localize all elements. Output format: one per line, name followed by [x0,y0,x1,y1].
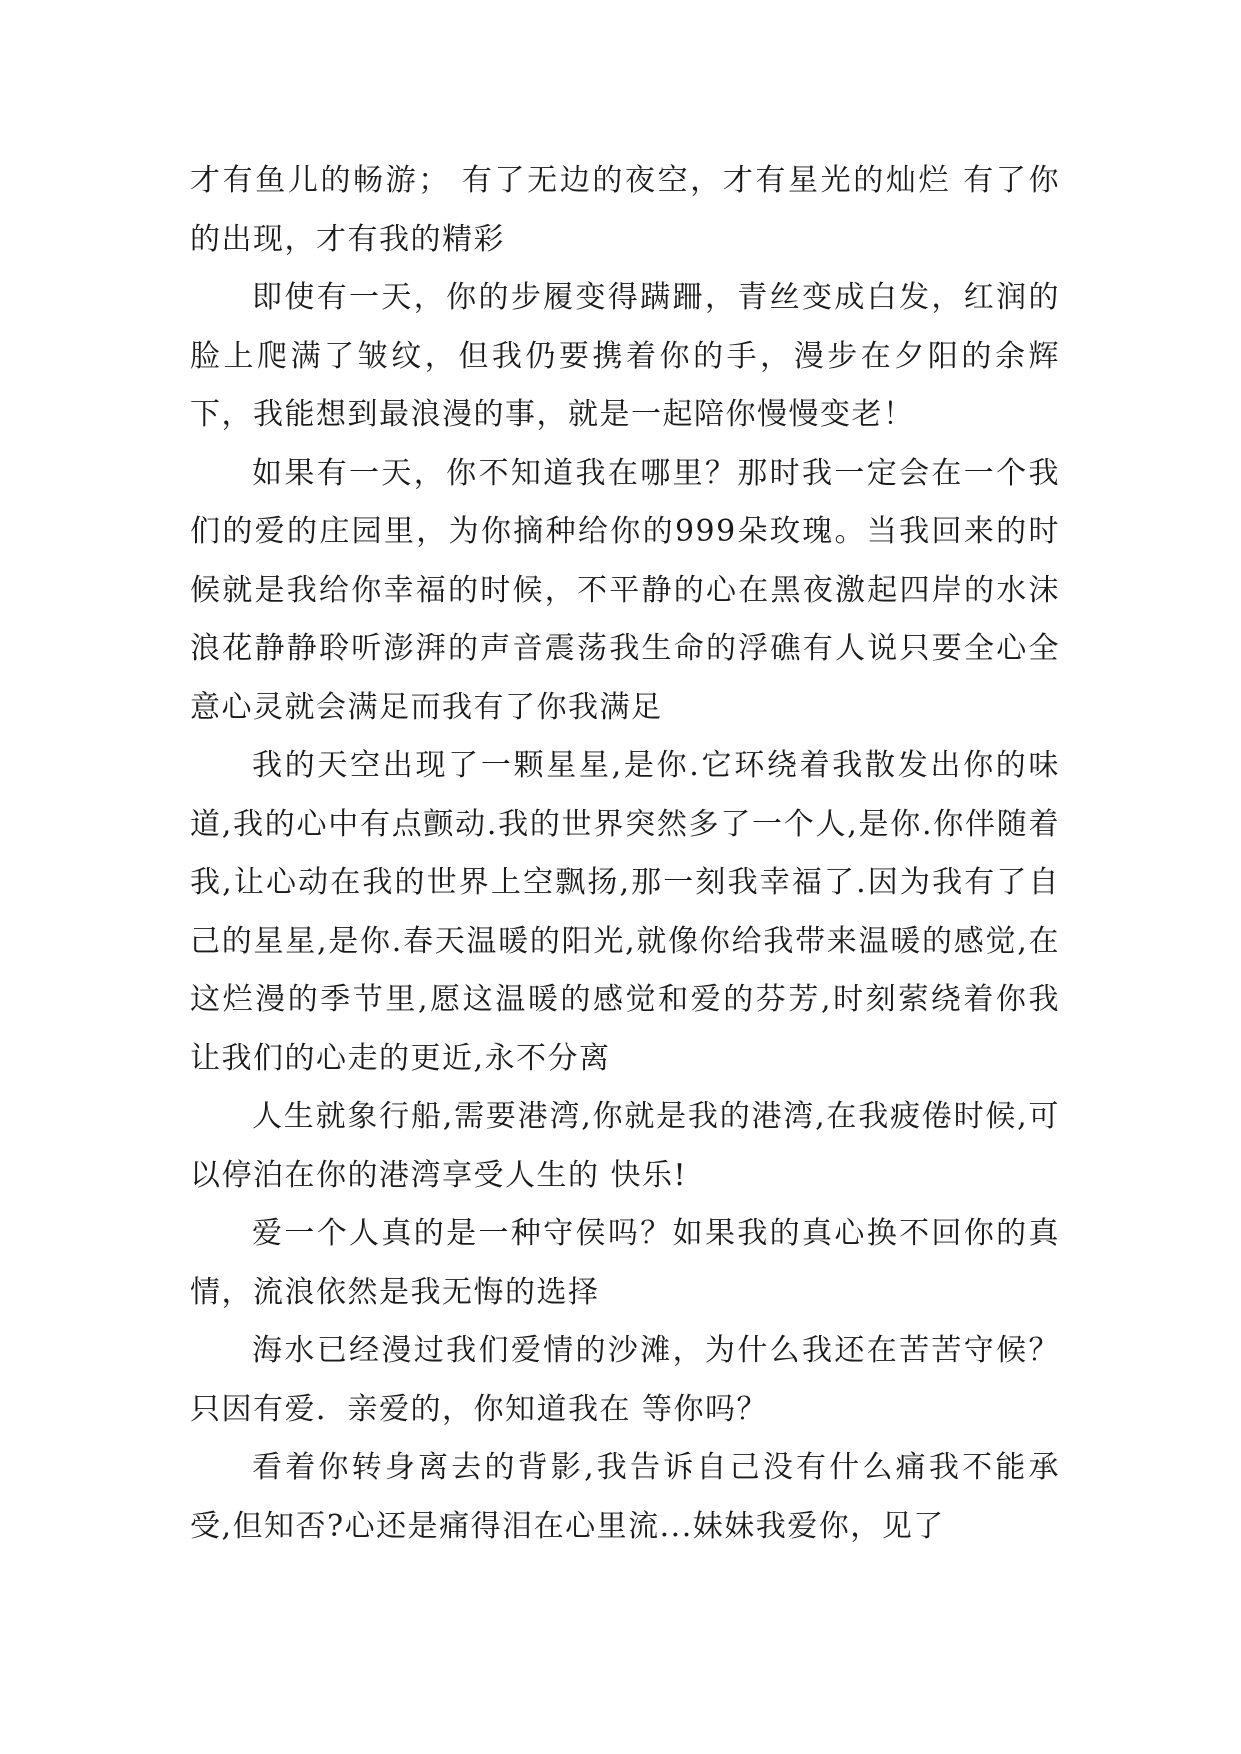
paragraph: 海水已经漫过我们爱情的沙滩，为什么我还在苦苦守候？只因有爱．亲爱的，你知道我在 等你吗？ [190,1333,1060,1427]
paragraph: 看着你转身离去的背影,我告诉自己没有什么痛我不能承受,但知否?心还是痛得泪在心里流...妹妹我爱你，见了 [190,1450,1060,1544]
paragraph: 我的天空出现了一颗星星,是你.它环绕着我散发出你的味道,我的心中有点颤动.我的世界突然多了一个人,是你.你伴随着我,让心动在我的世界上空飘扬,那一刻我幸福了.因为我有了自己的星星,是你.春天温暖的阳光,就像你给我带来温暖的感觉,在这烂漫的季节里,愿这温暖的感觉和爱的芬芳,时刻萦绕着你我让我们的心走的更近,永不分离 [190,748,1060,1076]
document-body [190,152,1060,1556]
paragraph: 即使有一天，你的步履变得蹒跚，青丝变成白发，红润的脸上爬满了皱纹，但我仍要携着你的手，漫步在夕阳的余辉下，我能想到最浪漫的事，就是一起陪你慢慢变老！ [190,280,1060,432]
paragraph: 人生就象行船,需要港湾,你就是我的港湾,在我疲倦时候,可以停泊在你的港湾享受人生的 快乐! [190,1099,1060,1193]
paragraph: 爱一个人真的是一种守侯吗？如果我的真心换不回你的真情，流浪依然是我无悔的选择 [190,1216,1060,1310]
paragraph: 如果有一天，你不知道我在哪里？那时我一定会在一个我们的爱的庄园里，为你摘种给你的999朵玫瑰。当我回来的时候就是我给你幸福的时候，不平静的心在黑夜激起四岸的水沫浪花静静聆听澎湃的声音震荡我生命的浮礁有人说只要全心全意心灵就会满足而我有了你我满足 [190,455,1060,725]
paragraph: 才有鱼儿的畅游； 有了无边的夜空，才有星光的灿烂 有了你的出现，才有我的精彩 [190,163,1060,257]
